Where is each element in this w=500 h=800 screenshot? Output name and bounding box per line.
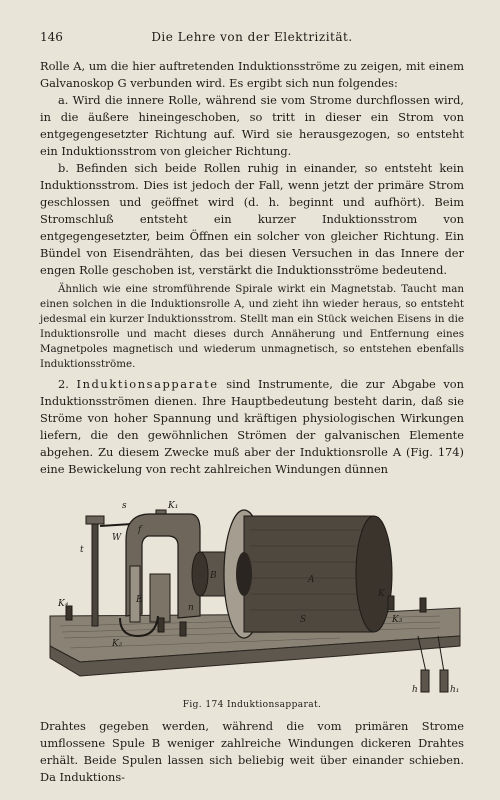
figure-caption: Fig. 174 Induktionsapparat.: [182, 700, 322, 710]
section-number: 2.: [58, 377, 69, 391]
label-k: K: [378, 589, 385, 599]
section-term: Induktionsapparate: [76, 377, 219, 391]
paragraph-a: a. Wird die innere Rolle, während sie vom Strome durchflossen wird, in die äußere hineingeschoben, so tritt in dieser ein Strom von entgegengesetzter Richtung auf. Wird sie herausgezogen, so entsteht ein Induktionsstrom von gleicher Richtung.: [40, 93, 464, 158]
paragraph-continuation: Drahtes gegeben werden, während die vom primären Strome umflossene Spule B weniger zahlreiche Windungen dickeren Drahtes erhält. Beide Spulen lassen sich beliebig weit über einander schieben. Da Induktions-: [40, 719, 464, 784]
label-b: B: [210, 571, 217, 581]
label-k2: K₂: [112, 639, 123, 649]
label-a: A: [308, 575, 315, 585]
label-f: f: [138, 525, 142, 535]
section-text: sind Instrumente, die zur Abgabe von Induktionsströmen dienen. Ihre Hauptbedeutung besteht darin, daß sie Ströme von hoher Spannung und kräftigen physiologischen Wirkungen liefern, die den gewöhnlichen Strömen der galvanischen Elemente abgehen. Zu diesem Zwecke muß aber der Induktionsrolle A (Fig. 174) eine Bewickelung von recht zahlreichen Windungen dünnen: [40, 377, 465, 476]
page-number: 146: [40, 30, 63, 44]
running-title: Die Lehre von der Elektrizität.: [151, 30, 353, 44]
label-w: W: [112, 533, 122, 543]
label-h: h: [412, 685, 418, 695]
paragraph-apparatus: [40, 376, 464, 478]
label-k4: K₄: [58, 599, 69, 609]
paragraph-magnet: Ähnlich wie eine stromführende Spirale wirkt ein Magnetstab. Taucht man einen solchen in die Induktionsrolle A, und zieht ihn wieder heraus, so entsteht jedesmal ein kurzer Induktionsstrom. Stellt man ein Stück weichen Eisens in die Induktionsrolle und macht dieses durch Annäherung und Entfernung eines Magnetpoles magnetisch und wiederum unmagnetisch, so entstehen ebenfalls Induktionsströme.: [40, 283, 464, 370]
label-s-rail: S: [300, 615, 307, 625]
label-k1: K₁: [168, 501, 179, 511]
paragraph-intro: Rolle A, um die hier auftretenden Induktionsströme zu zeigen, mit einem Galvanoskop G verbunden wird. Es ergibt sich nun folgendes:: [40, 59, 464, 90]
label-t: t: [80, 545, 84, 555]
induction-apparatus-figure: [40, 486, 464, 698]
paragraph-b: b. Befinden sich beide Rollen ruhig in einander, so entsteht kein Induktionsstrom. Dies ist jedoch der Fall, wenn jetzt der primäre Strom geschlossen und geöffnet wird (d. h. beginnt und aufhört). Beim Stromschluß entsteht ein kurzer Induktionsstrom von entgegengesetzter, beim Öffnen ein solcher von gleicher Richtung. Ein Bündel von Eisendrähten, das bei diesen Versuchen in das Innere der engen Rolle geschoben ist, verstärkt die Induktionsströme bedeutend.: [40, 161, 464, 277]
page-header: [40, 30, 464, 44]
label-k3: K₃: [392, 615, 403, 625]
label-h1: h₁: [450, 685, 460, 695]
label-s: s: [122, 501, 127, 511]
label-e: E: [136, 595, 143, 605]
label-n: n: [188, 603, 194, 613]
